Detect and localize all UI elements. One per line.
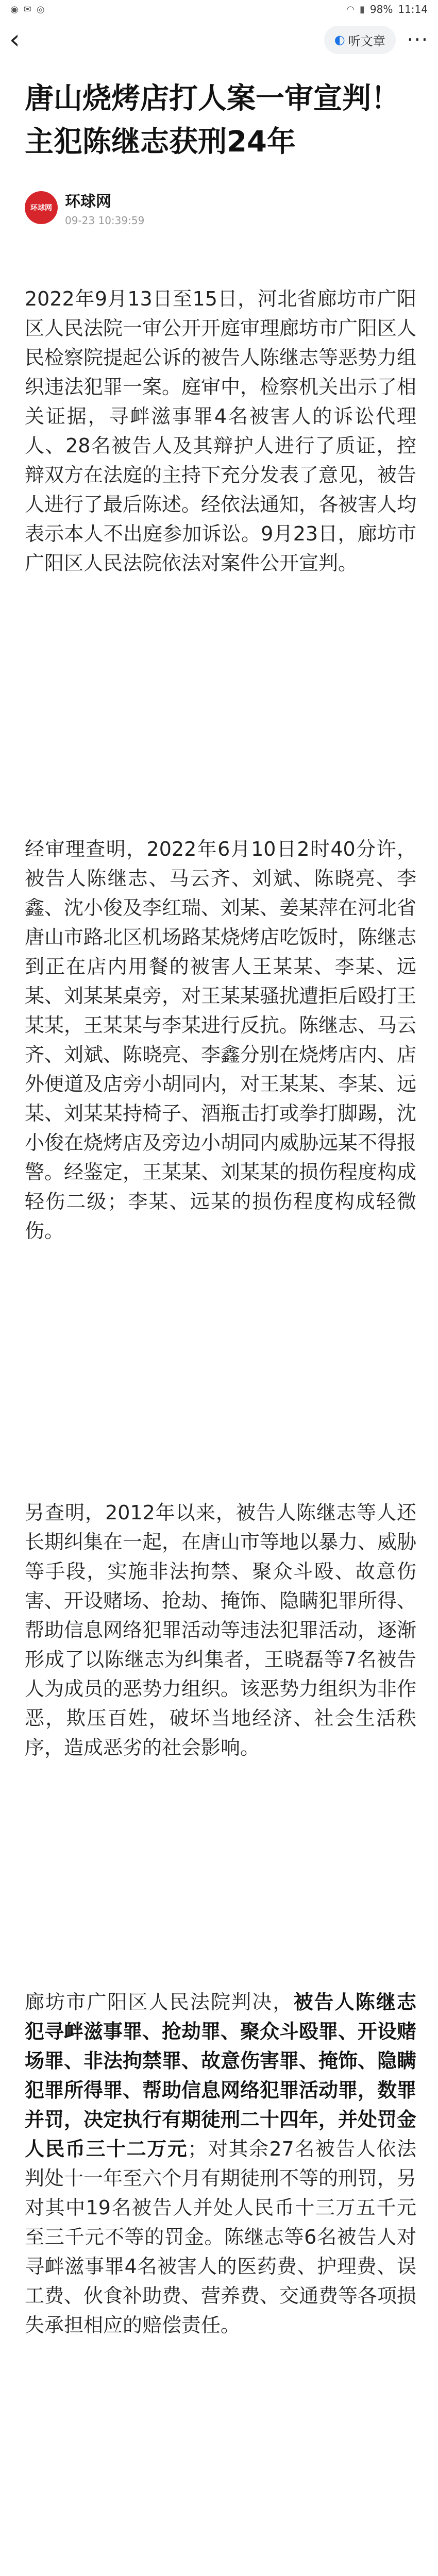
- more-icon[interactable]: ···: [407, 28, 429, 51]
- listen-button[interactable]: [324, 26, 396, 54]
- paragraph-text: 另查明，2012年以来，被告人陈继志等人还长期纠集在一起，在唐山市等地以暴力、威胁等手段，实施非法拘禁、聚众斗殴、故意伤害、开设赌场、抢劫、掩饰、隐瞒犯罪所得、帮助信息网络犯罪活动等违法犯罪活动，逐渐形成了以陈继志为纠集者，王晓磊等7名被告人为成员的恶势力组织。该恶势力组织为非作恶，欺压百姓，破坏当地经济、社会生活秩序，造成恶劣的社会影响。: [25, 1501, 417, 1759]
- status-right: [346, 3, 428, 15]
- back-icon[interactable]: ‹: [9, 24, 20, 55]
- source-logo: 环球网: [25, 191, 58, 224]
- paragraph-text: ；对其余27名被告人依法判处十一年至六个月有期徒刑不等的刑罚，另对其中19名被告人并处人民币十三万五千元至三千元不等的罚金。陈继志等6名被告人对寻衅滋事罪4名被害人的医药费、护理费、误工费、伙食补助费、营养费、交通费等各项损失承担相应的赔偿责任。: [25, 2138, 417, 2336]
- paragraph-text: 廊坊市广阳区人民法院判决，: [25, 1991, 294, 2013]
- wifi-icon: ◠: [346, 4, 355, 15]
- battery-level: 98%: [369, 3, 393, 15]
- weibo-icon: ◎: [36, 4, 45, 15]
- signal-icon: ▮: [360, 4, 365, 15]
- status-left: [10, 4, 45, 15]
- headphones-icon: ◐: [334, 32, 345, 47]
- status-bar: [0, 0, 438, 19]
- paragraph-text: 经审理查明，2022年6月10日2时40分许，被告人陈继志、马云齐、刘斌、陈晓亮、李鑫、沈小俊及李红瑞、刘某、姜某萍在河北省唐山市路北区机场路某烧烤店吃饭时，陈继志到正在店内用餐的被害人王某某、李某、远某、刘某某桌旁，对王某某骚扰遭拒后殴打王某某，王某某与李某进行反抗。陈继志、马云齐、刘斌、陈晓亮、李鑫分别在烧烤店内、店外便道及店旁小胡同内，对王某某、李某、远某、刘某某持椅子、酒瓶击打或拳打脚踢，沈小俊在烧烤店及旁边小胡同内威胁远某不得报警。经鉴定，王某某、刘某某的损伤程度构成轻伤二级；李某、远某的损伤程度构成轻微伤。: [25, 838, 417, 1242]
- nav-actions: [324, 26, 429, 54]
- paragraph-4: [25, 1988, 416, 2340]
- top-nav: [0, 21, 438, 59]
- article-source[interactable]: [25, 190, 144, 226]
- listen-label: 听文章: [348, 33, 385, 48]
- source-name: 环球网: [65, 193, 111, 211]
- source-meta: [65, 189, 144, 227]
- paragraph-3: [25, 1498, 416, 1762]
- paragraph-text: 2022年9月13日至15日，河北省廊坊市广阳区人民法院一审公开开庭审理廊坊市广阳区人民检察院提起公诉的被告人陈继志等恶势力组织违法犯罪一案。庭审中，检察机关出示了相关证据，寻衅滋事罪4名被害人的诉讼代理人、28名被告人及其辩护人进行了质证，控辩双方在法庭的主持下充分发表了意见，被告人进行了最后陈述。经依法通知，各被害人均表示本人不出庭参加诉讼。9月23日，廊坊市广阳区人民法院依法对案件公开宣判。: [25, 287, 417, 574]
- publish-time: 09-23 10:39:59: [65, 214, 145, 227]
- paragraph-1: [25, 284, 416, 578]
- wechat-icon: ◉: [10, 4, 19, 15]
- verdict-highlight: 被告人陈继志犯寻衅滋事罪、抢劫罪、聚众斗殴罪、开设赌场罪、非法拘禁罪、故意伤害罪、掩饰、隐瞒犯罪所得罪、帮助信息网络犯罪活动罪，数罪并罚，决定执行有期徒刑二十四年，并处罚金人民币三十二万元: [25, 1991, 417, 2160]
- paragraph-2: [25, 835, 416, 1246]
- message-icon: ✉: [23, 4, 31, 15]
- clock: 11:14: [398, 3, 428, 15]
- article-title: 唐山烧烤店打人案一审宣判！主犯陈继志获刑24年: [25, 82, 400, 159]
